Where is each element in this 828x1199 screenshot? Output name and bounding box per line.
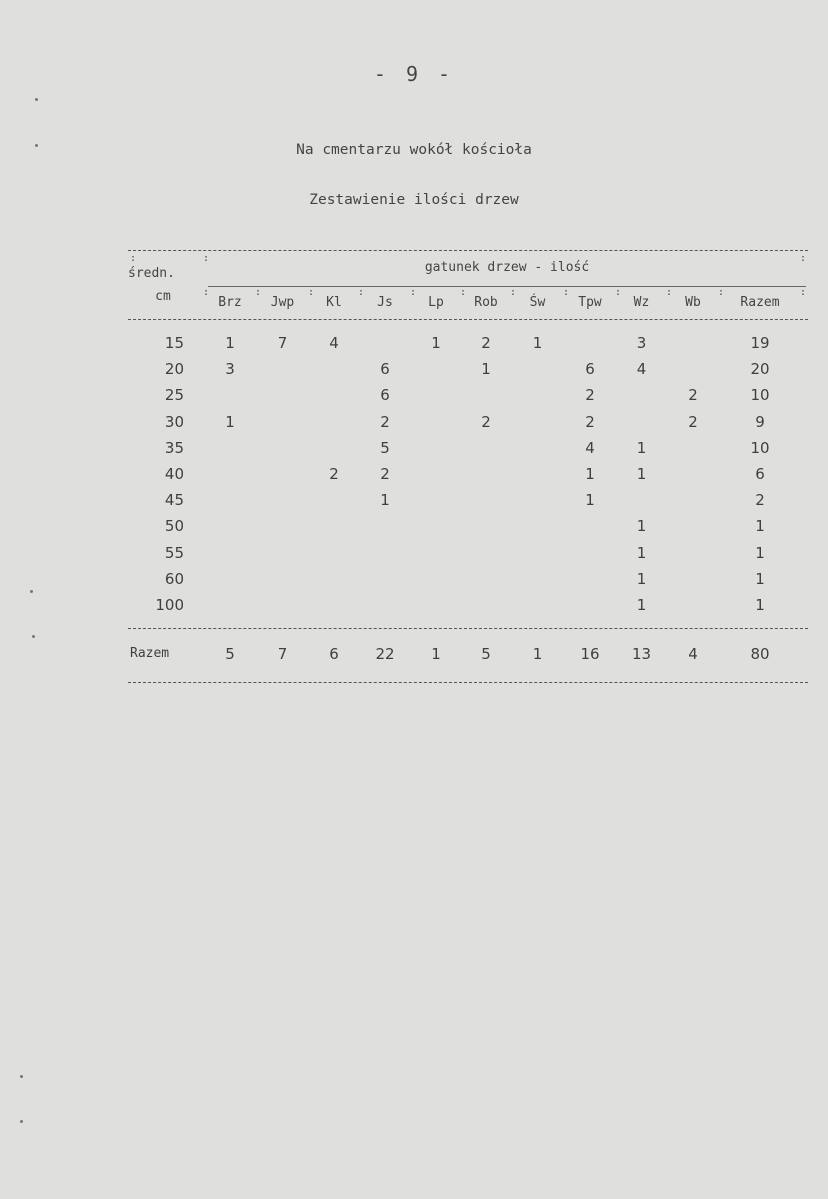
table-cell: 1 [481,360,491,379]
table-cell: 5 [380,438,390,457]
row-label: 15 [164,334,184,352]
row-label: 35 [164,438,184,457]
row-header-diameter: średn. [128,266,175,281]
row-label: 40 [164,465,184,483]
total-row-label: Razem [130,646,170,661]
margin-mark [35,98,38,101]
table-cell: 1 [431,334,441,352]
column-separator [800,256,806,284]
column-header: Św [529,295,546,310]
column-separator [800,290,806,682]
column-header: Brz [218,295,242,310]
table-cell: 10 [750,386,770,405]
column-separator [666,290,672,682]
column-header: Rob [474,295,498,310]
margin-mark [20,1120,23,1123]
table-cell: 1 [755,569,765,588]
table-cell: 2 [380,412,390,431]
column-separator [563,290,569,682]
row-header-unit: cm [155,289,171,304]
table-rule [128,319,808,320]
document-subtitle: Zestawienie ilości drzew [309,192,519,208]
table-cell: 2 [585,412,595,431]
table-cell: 6 [380,386,390,405]
page-number: - 9 - [373,62,455,86]
margin-mark [35,144,38,147]
table-cell: 7 [277,334,288,352]
row-label: 25 [164,386,184,405]
column-separator [203,256,209,284]
table-rule [128,682,808,683]
column-header: Wz [633,295,650,310]
table-cell: 4 [585,438,595,457]
document-title: Na cmentarzu wokół kościoła [296,142,532,158]
table-cell: 2 [755,491,765,510]
table-cell: 10 [750,438,770,457]
table-cell: 1 [755,517,765,536]
total-cell: 7 [277,645,288,663]
column-header: Kl [326,295,342,310]
table-cell: 3 [636,334,647,352]
margin-mark [32,635,35,638]
table-cell: 1 [585,491,595,510]
table-cell: 2 [688,412,698,431]
row-label: 100 [155,596,184,614]
table-cell: 6 [380,360,390,379]
column-header: Lp [428,295,444,310]
total-cell: 1 [431,645,441,663]
row-label: 30 [164,412,184,431]
table-cell: 1 [532,334,543,352]
row-label: 45 [164,491,184,510]
table-cell: 6 [755,465,765,483]
table-cell: 19 [750,334,770,352]
table-cell: 1 [755,543,765,562]
column-header: Razem [740,295,780,310]
column-header: Tpw [578,295,602,310]
table-cell: 4 [636,360,647,379]
table-cell: 1 [225,412,235,431]
table-cell: 2 [380,465,390,483]
table-cell: 1 [225,334,235,352]
group-header-rule [208,286,806,287]
row-label: 20 [164,360,184,379]
table-cell: 4 [329,334,339,352]
table-rule [128,628,808,629]
total-cell: 22 [375,645,395,663]
table-cell: 1 [636,438,647,457]
group-header: gatunek drzew - ilość [424,260,590,275]
table-cell: 2 [481,334,491,352]
column-header: Js [377,295,393,310]
table-cell: 1 [636,517,647,536]
total-cell: 4 [688,645,698,663]
column-header: Wb [685,295,701,310]
total-cell: 5 [481,645,491,663]
total-cell: 80 [750,645,770,663]
row-label: 60 [164,569,184,588]
table-cell: 1 [380,491,390,510]
table-rule [128,250,808,251]
table-cell: 1 [755,596,765,614]
column-header: Jwp [270,295,295,310]
table-cell: 20 [750,360,770,379]
table-cell: 6 [585,360,595,379]
total-cell: 1 [532,645,543,663]
total-cell: 13 [631,645,652,663]
margin-mark [30,590,33,593]
table-cell: 1 [636,596,647,614]
table-cell: 1 [585,465,595,483]
table-cell: 2 [481,412,491,431]
row-label: 55 [164,543,184,562]
total-cell: 5 [225,645,235,663]
margin-mark [20,1075,23,1078]
table-cell: 1 [636,465,647,483]
table-cell: 2 [688,386,698,405]
table-cell: 1 [636,543,647,562]
column-separator [358,290,364,682]
total-cell: 6 [329,645,339,663]
table-cell: 1 [636,569,647,588]
row-label: 50 [164,517,184,536]
table-cell: 3 [225,360,235,379]
table-cell: 9 [755,412,765,431]
tree-count-table [128,250,808,690]
total-cell: 16 [580,645,600,663]
table-cell: 2 [329,465,339,483]
table-cell: 2 [585,386,595,405]
